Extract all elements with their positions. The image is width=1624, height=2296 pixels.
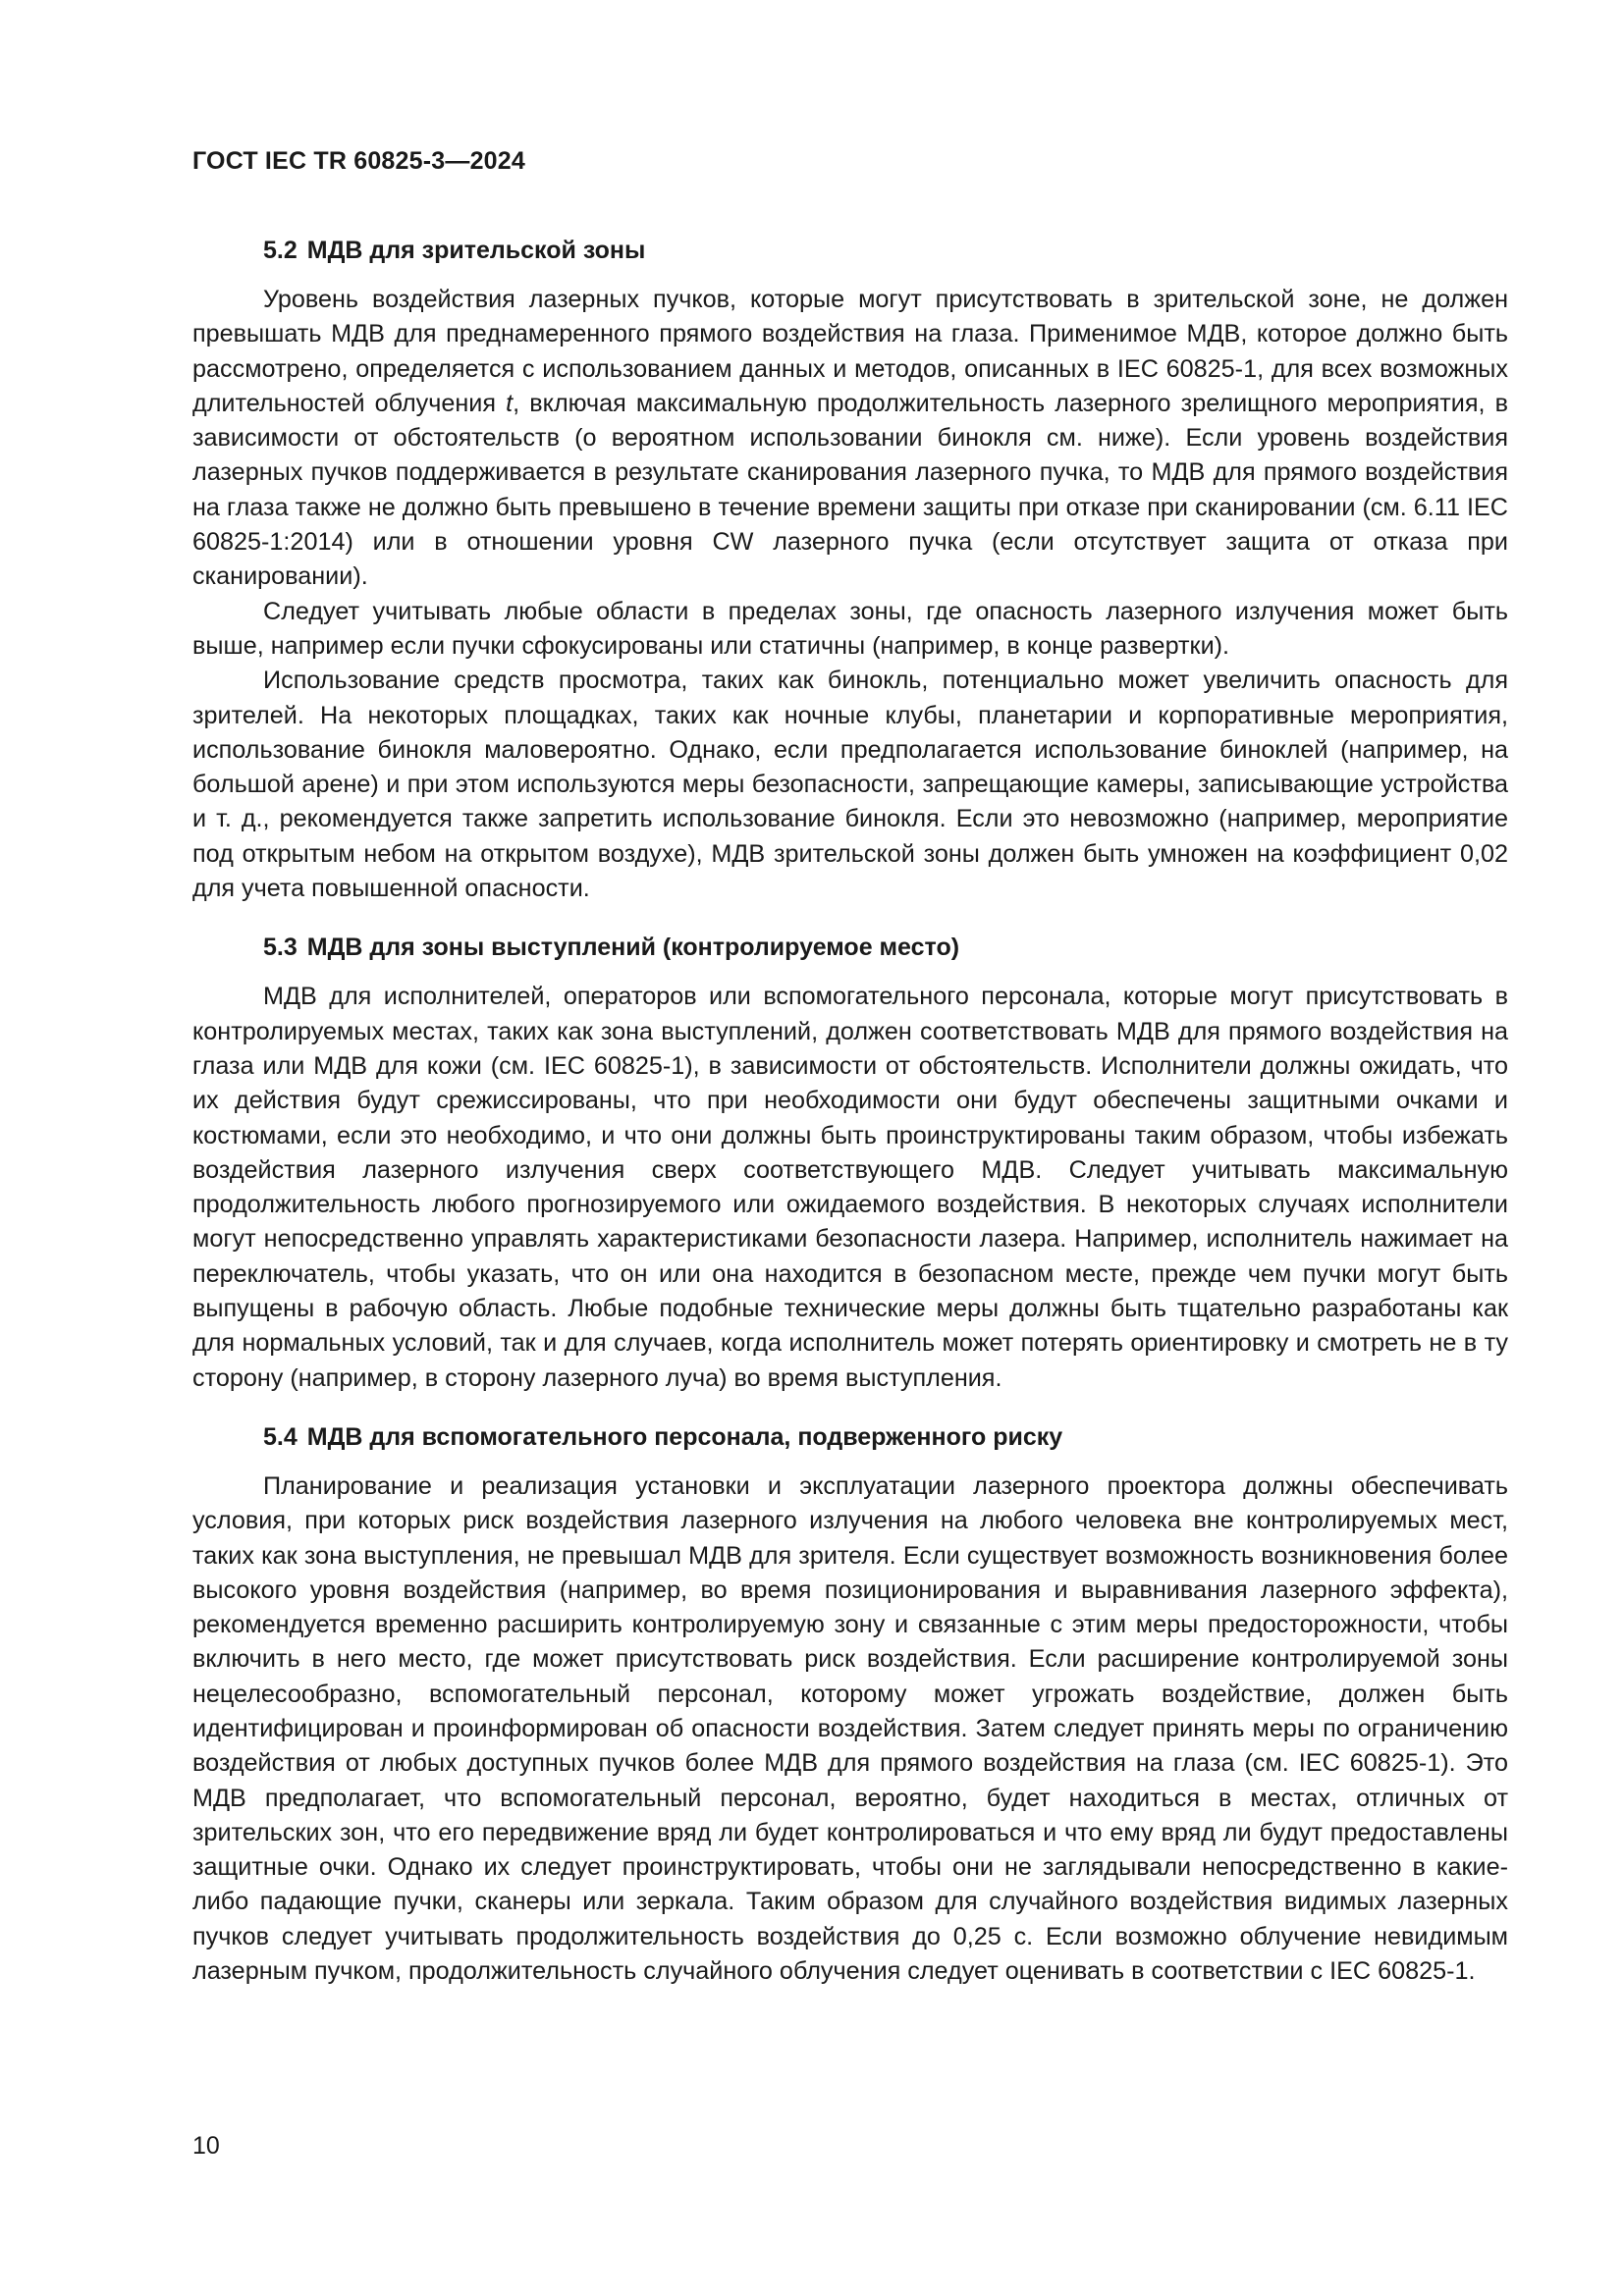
section-5-2: [192, 237, 1508, 906]
section-5-3: [192, 934, 1508, 1396]
section-5-4: [192, 1423, 1508, 1989]
paragraph: Следует учитывать любые области в пределах зоны, где опасность лазерного излучения может быть выше, например если пучки сфокусированы или статичны (например, в конце развертки).: [192, 597, 1508, 660]
paragraph: Использование средств просмотра, таких как бинокль, потенциально может увеличить опасность для зрителей. На некоторых площадках, таких как ночные клубы, планетарии и корпоративные мероприятия, использование бинокля маловероятно. Однако, если предполагается использование биноклей (например, на большой арене) и при этом используются меры безопасности, запрещающие камеры, записывающие устройства и т. д., рекомендуется также запретить использование бинокля. Если это невозможно (например, мероприятие под открытым небом на открытом воздухе), МДВ зрительской зоны должен быть умножен на коэффициент 0,02 для учета повышенной опасности.: [192, 667, 1508, 903]
paragraph: Уровень воздействия лазерных пучков, которые могут присутствовать в зрительской зоне, не должен превышать МДВ для преднамеренного прямого воздействия на глаза. Применимое МДВ, которое должно быть рассмотрено, определяется с использованием данных и методов, описанных в IEC 60825-1, для всех возможных длительностей облучения t, включая максимальную продолжительность лазерного зрелищного мероприятия, в зависимости от обстоятельств (о вероятном использовании бинокля см. ниже). Если уровень воздействия лазерных пучков поддерживается в результате сканирования лазерного пучка, то МДВ для прямого воздействия на глаза также не должно быть превышено в течение времени защиты при отказе при сканировании (см. 6.11 IEC 60825-1:2014) или в отношении уровня CW лазерного пучка (если отсутствует защита от отказа при сканировании).: [192, 286, 1508, 591]
section-heading: [192, 237, 1508, 265]
section-number: 5.4: [263, 1422, 298, 1451]
paragraph: Планирование и реализация установки и эксплуатации лазерного проектора должны обеспечивать условия, при которых риск воздействия лазерного излучения на любого человека вне контролируемых мест, таких как зона выступления, не превышал МДВ для зрителя. Если существует возможность возникновения более высокого уровня воздействия (например, во время позиционирования и выравнивания лазерного эффекта), рекомендуется временно расширить контролируемую зону и связанные с этим меры предосторожности, чтобы включить в него место, где может присутствовать риск воздействия. Если расширение контролируемой зоны нецелесообразно, вспомогательный персонал, которому может угрожать воздействие, должен быть идентифицирован и проинформирован об опасности воздействия. Затем следует принять меры по ограничению воздействия от любых доступных пучков более МДВ для прямого воздействия на глаза (см. IEC 60825-1). Это МДВ предполагает, что вспомогательный персонал, вероятно, будет находиться в местах, отличных от зрительских зон, что его передвижение вряд ли будет контролироваться и что ему вряд ли будут предоставлены защитные очки. Однако их следует проинструктировать, чтобы они не заглядывали непосредственно в какие-либо падающие пучки, сканеры или зеркала. Таким образом для случайного воздействия видимых лазерных пучков следует учитывать продолжительность воздействия до 0,25 с. Если возможно облучение невидимым лазерным пучком, продолжительность случайного облучения следует оценивать в соответствии с IEC 60825-1.: [192, 1471, 1508, 1986]
document-page: [192, 147, 1508, 2016]
section-heading: [192, 1423, 1508, 1452]
section-title: МДВ для вспомогательного персонала, подверженного риску: [306, 1422, 1063, 1451]
section-title: МДВ для зоны выступлений (контролируемое место): [306, 934, 960, 962]
section-number: 5.2: [263, 237, 298, 264]
section-heading: [192, 934, 1508, 962]
page-number: 10: [192, 2132, 220, 2160]
section-title: МДВ для зрительской зоны: [306, 237, 646, 264]
section-number: 5.3: [263, 934, 298, 962]
paragraph: МДВ для исполнителей, операторов или вспомогательного персонала, которые могут присутствовать в контролируемых местах, таких как зона выступлений, должен соответствовать МДВ для прямого воздействия на глаза или МДВ для кожи (см. IEC 60825-1), в зависимости от обстоятельств. Исполнители должны ожидать, что их действия будут срежиссированы, что при необходимости они будут обеспечены защитными очками и костюмами, если это необходимо, и что они должны быть проинструктированы таким образом, чтобы избежать воздействия лазерного излучения сверх соответствующего МДВ. Следует учитывать максимальную продолжительность любого прогнозируемого или ожидаемого воздействия. В некоторых случаях исполнители могут непосредственно управлять характеристиками безопасности лазера. Например, исполнитель нажимает на переключатель, чтобы указать, что он или она находится в безопасном месте, прежде чем пучки могут быть выпущены в рабочую область. Любые подобные технические меры должны быть тщательно разработаны как для нормальных условий, так и для случаев, когда исполнитель может потерять ориентировку и смотреть не в ту сторону (например, в сторону лазерного луча) во время выступления.: [192, 983, 1508, 1392]
document-header: ГОСТ IEC TR 60825-3—2024: [192, 147, 525, 175]
